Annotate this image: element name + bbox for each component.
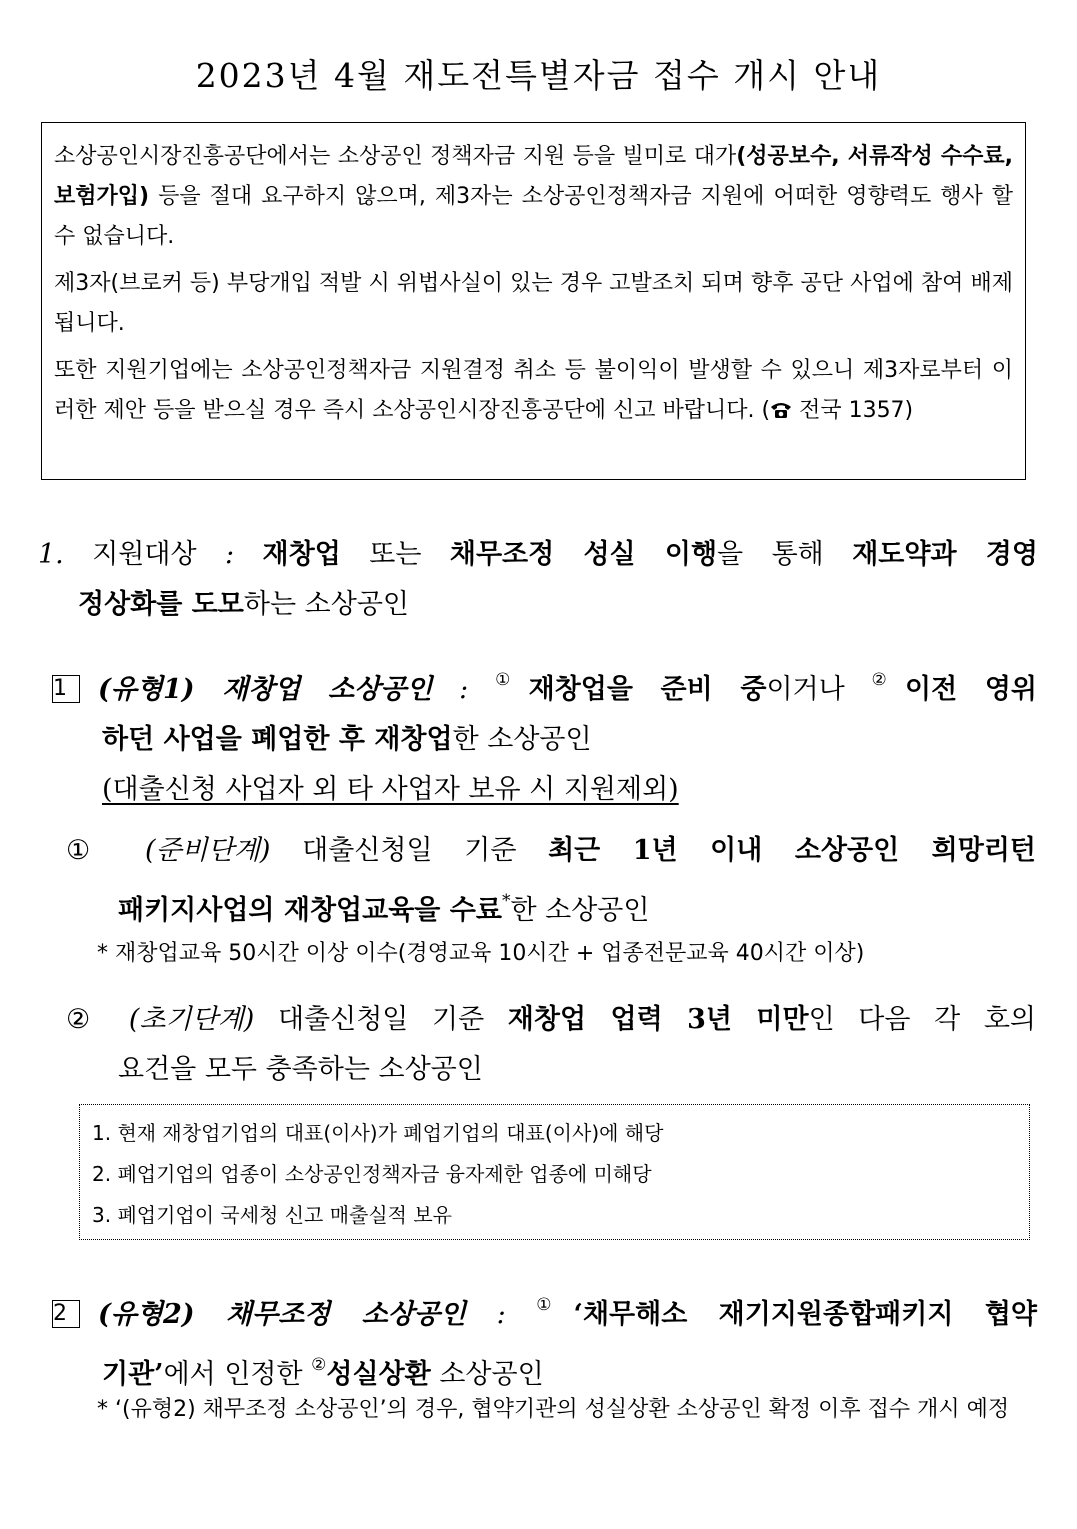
text: 한 소상공인	[452, 724, 592, 755]
text: 한 소상공인	[510, 895, 650, 926]
notice-text: 등을 절대 요구하지 않으며, 제3자는 소상공인정책자금 지원에 어떠한 영향력도 행사 할 수 없습니다.	[54, 184, 1013, 249]
section-label: 지원대상	[92, 539, 197, 570]
notice-emphasis: (성공보수, 서류작성 수수료, 보험가입)	[54, 144, 1013, 209]
type-number-box: 2	[52, 1300, 80, 1328]
colon: :	[432, 674, 496, 705]
text: 하는 소상공인	[243, 589, 409, 620]
stage-label: (준비단계)	[145, 835, 271, 866]
exclusion-note: (대출신청 사업자 외 타 사업자 보유 시 지원제외)	[102, 774, 679, 805]
type-2-footnote	[97, 1390, 1037, 1430]
emphasis: 하던 사업을 폐업한 후 재창업	[102, 724, 453, 755]
text: 요건을 모두 충족하는 소상공인	[118, 1054, 483, 1085]
type-2-debt-adjustment	[52, 1280, 1037, 1400]
type-1-restart	[52, 655, 1037, 815]
emphasis: ‘채무해소 재기지원종합패키지 협약	[573, 1299, 1037, 1330]
stage-2-early	[66, 995, 1036, 1095]
requirements-box	[79, 1104, 1030, 1240]
notice-text: 전국 1357)	[792, 398, 914, 423]
requirement-item: 2. 폐업기업의 업종이 소상공인정책자금 융자제한 업종에 미해당	[92, 1162, 652, 1186]
circled-number: ②	[871, 670, 906, 690]
text: 또는	[340, 539, 450, 570]
notice-box	[41, 122, 1026, 480]
notice-text: 소상공인시장진흥공단에서는 소상공인 정책자금 지원 등을 빌미로 대가	[54, 144, 737, 169]
text: 대출신청일 기준	[254, 1004, 508, 1035]
text: 인 다음 각 호의	[808, 1004, 1036, 1035]
emphasis: 재도약과 경영	[852, 539, 1038, 570]
emphasis: 정상화를 도모	[78, 589, 244, 620]
notice-paragraph-2: 제3자(브로커 등) 부당개입 적발 시 위법사실이 있는 경우 고발조치 되며 향후 공단 사업에 참여 배제됩니다.	[54, 271, 1013, 336]
text: 대출신청일 기준	[270, 835, 549, 866]
notice-paragraph-1	[54, 137, 1013, 257]
emphasis: 채무조정 성실 이행	[449, 539, 718, 570]
emphasis: 재창업을 준비 중	[528, 674, 767, 705]
colon: :	[196, 539, 263, 570]
emphasis: 패키지사업의 재창업교육을 수료	[118, 895, 502, 926]
text: 이거나	[766, 674, 872, 705]
requirement-item: 3. 폐업기업이 국세청 신고 매출실적 보유	[92, 1203, 452, 1227]
type-2-footnote-text: * ‘(유형2) 채무조정 소상공인’의 경우, 협약기관의 성실상환 소상공인 확정 이후 접수 개시 예정	[97, 1397, 1010, 1422]
text: 에서 인정한	[163, 1359, 312, 1390]
section-number: 1.	[38, 539, 64, 570]
telephone-icon	[770, 393, 792, 433]
emphasis: 성실상환	[326, 1359, 431, 1390]
emphasis: 최근 1년 이내 소상공인 희망리턴	[548, 835, 1036, 866]
type-label: (유형2) 채무조정 소상공인	[98, 1299, 466, 1330]
notice-text: 또한 지원기업에는 소상공인정책자금 지원결정 취소 등 불이익이 발생할 수 있으니 제3자로부터 이러한 제안 등을 받으실 경우 즉시 소상공인시장진흥공단에 신고 바랍니다. (	[54, 358, 1013, 423]
stage-number: ②	[66, 1004, 106, 1035]
requirement-item: 1. 현재 재창업기업의 대표(이사)가 폐업기업의 대표(이사)에 해당	[92, 1121, 664, 1145]
notice-paragraph-3	[54, 351, 1013, 433]
circled-number: ②	[311, 1355, 327, 1375]
footnote-marker: *	[501, 891, 511, 911]
section-1-target	[38, 530, 1038, 630]
stage-label: (초기단계)	[128, 1004, 255, 1035]
type-label: (유형1) 재창업 소상공인	[98, 674, 433, 705]
colon: :	[465, 1299, 537, 1330]
type-number-box: 1	[52, 675, 80, 703]
circled-number: ①	[495, 670, 529, 690]
text: 소상공인	[430, 1359, 544, 1390]
emphasis: 재창업	[262, 539, 341, 570]
page-title: 2023년 4월 재도전특별자금 접수 개시 안내	[195, 56, 882, 95]
stage-1-footnote: * 재창업교육 50시간 이상 이수(경영교육 10시간 + 업종전문교육 40시간 이상)	[97, 941, 865, 966]
emphasis: 재창업 업력 3년 미만	[507, 1004, 809, 1035]
stage-number: ①	[66, 835, 114, 866]
circled-number: ①	[536, 1295, 574, 1315]
emphasis: 기관’	[102, 1359, 164, 1390]
text: 을 통해	[717, 539, 853, 570]
stage-1-preparation	[66, 826, 1036, 936]
emphasis: 이전 영위	[905, 674, 1037, 705]
